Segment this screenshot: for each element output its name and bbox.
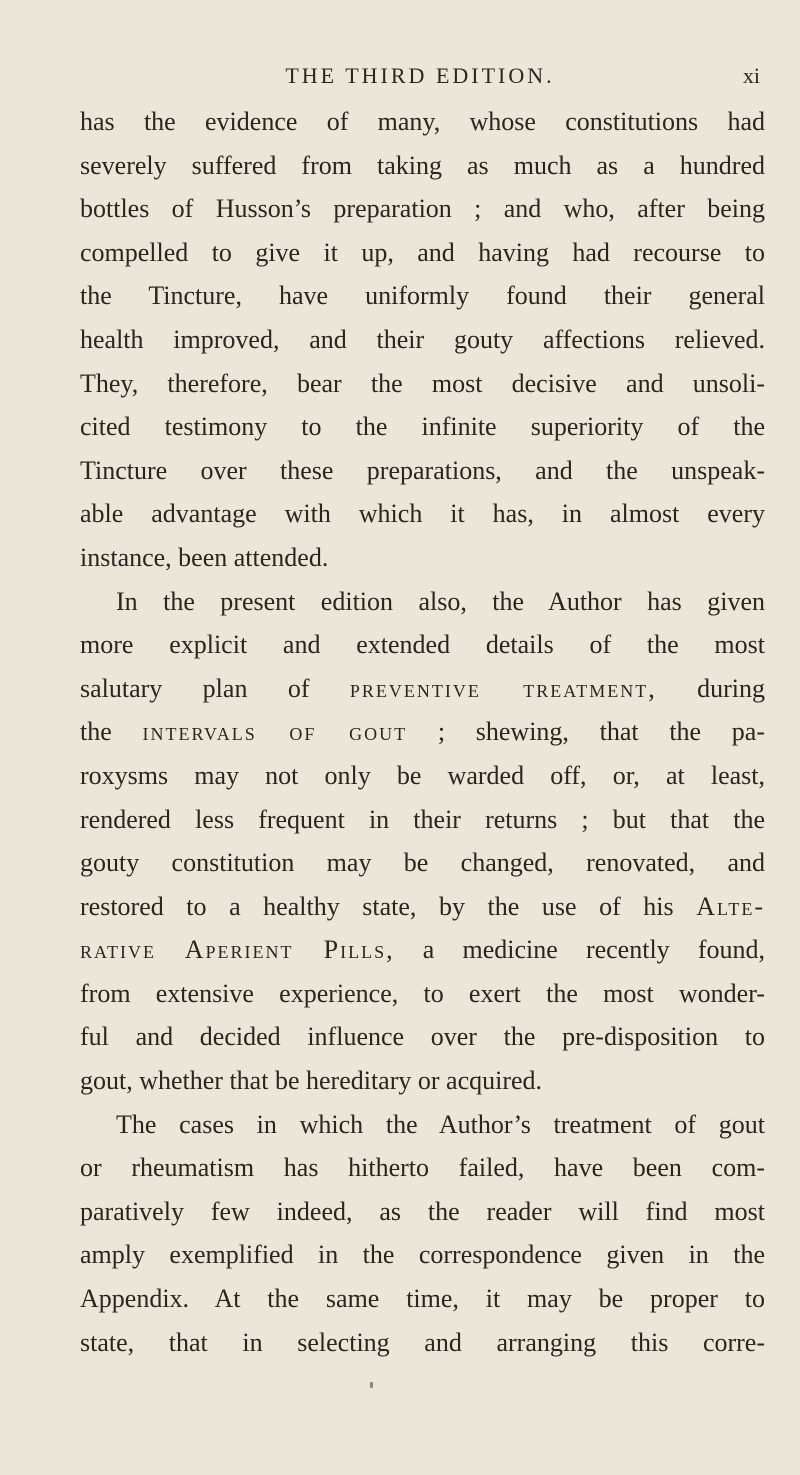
running-head	[80, 58, 760, 94]
text-line: Tincture over these preparations, and the unspeak-	[80, 455, 765, 485]
text-line: amply exemplified in the correspondence given in the	[80, 1240, 765, 1270]
text-line: cited testimony to the infinite superiority of the	[80, 412, 765, 442]
text-line: able advantage with which it has, in almost every	[80, 499, 765, 529]
text-line: paratively few indeed, as the reader will find most	[80, 1196, 765, 1226]
text-line: gouty constitution may be changed, renovated, and	[80, 848, 765, 878]
text-line: roxysms may not only be warded off, or, at least,	[80, 760, 765, 790]
text-line: has the evidence of many, whose constitutions had	[80, 107, 765, 136]
running-title: THE THIRD EDITION.	[285, 63, 555, 88]
text-line: state, that in selecting and arranging this corre-	[80, 1327, 765, 1357]
text-line: or rheumatism has hitherto failed, have been com-	[80, 1153, 765, 1183]
text-line: The cases in which the Author’s treatment of gout	[116, 1109, 765, 1139]
text-line: severely suffered from taking as much as a hundred	[80, 150, 765, 180]
body-text	[80, 100, 765, 1364]
text-line: the Tincture, have uniformly found their general	[80, 281, 765, 311]
text-line: gout, whether that be hereditary or acquired.	[80, 1066, 543, 1096]
text-line-mixed: the intervals of gout ; shewing, that the pa-	[80, 717, 766, 747]
page-number: xi	[742, 63, 760, 88]
text-line-mixed: salutary plan of preventive treatment, during	[80, 673, 765, 703]
text-line: bottles of Husson’s preparation ; and who, after being	[80, 194, 765, 224]
text-line: They, therefore, bear the most decisive and unsoli-	[80, 368, 765, 398]
text-line: Appendix. At the same time, it may be proper to	[80, 1284, 765, 1314]
text-line: compelled to give it up, and having had recourse to	[80, 237, 765, 267]
text-line-mixed: restored to a healthy state, by the use of his Alte-	[80, 891, 765, 921]
text-line: from extensive experience, to exert the most wonder-	[80, 978, 765, 1008]
text-line: ful and decided influence over the pre-disposition to	[80, 1022, 765, 1052]
text-line: rendered less frequent in their returns ; but that the	[80, 804, 765, 834]
text-line: health improved, and their gouty affections relieved.	[80, 324, 765, 354]
text-line-mixed: rative Aperient Pills, a medicine recently found,	[80, 935, 765, 965]
text-line: instance, been attended.	[80, 542, 329, 572]
ink-speck	[370, 1382, 373, 1388]
text-line: more explicit and extended details of the most	[80, 630, 765, 660]
text-line: In the present edition also, the Author has given	[116, 586, 765, 616]
